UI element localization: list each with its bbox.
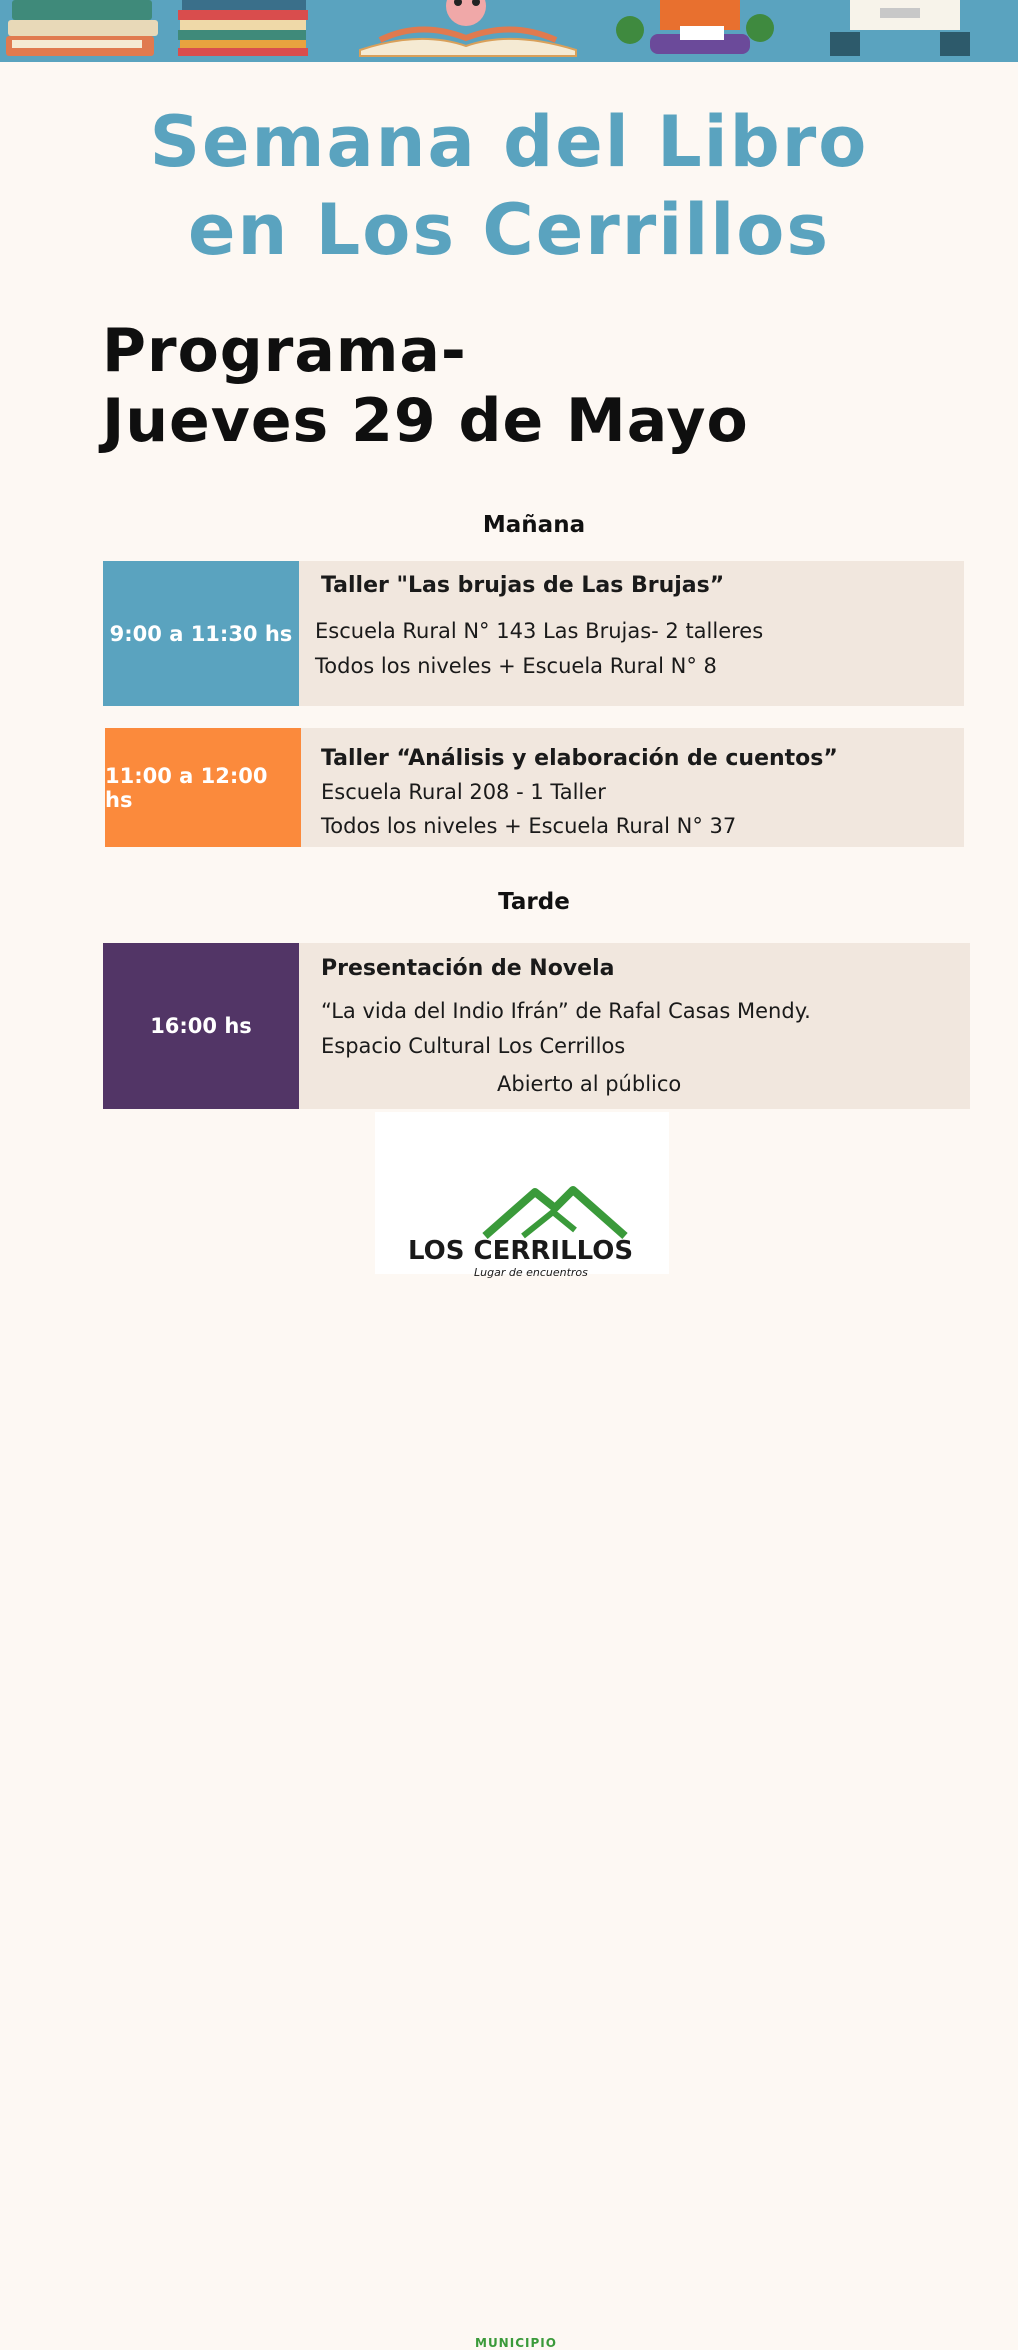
logo-name-text: LOS CERRILLOS [408, 1236, 634, 1266]
event-details-3 [299, 943, 970, 1109]
reading-child-illustration [616, 0, 774, 54]
event-line-3a: “La vida del Indio Ifrán” de Rafal Casas Mendy. [321, 999, 811, 1023]
open-book-illustration [360, 0, 576, 56]
event-time-2: 11:00 a 12:00 hs [105, 728, 301, 847]
event-line-2a: Escuela Rural 208 - 1 Taller [321, 780, 606, 804]
event-line-1a: Escuela Rural N° 143 Las Brujas- 2 talleres [315, 619, 764, 643]
event-time-1: 9:00 a 11:30 hs [103, 561, 299, 706]
event-block-3 [103, 943, 970, 1109]
hands-book-illustration [820, 0, 980, 56]
event-details-2 [301, 728, 964, 847]
event-block-2 [105, 728, 964, 847]
mountain-logo-icon [475, 1180, 635, 1240]
event-title-3: Presentación de Novela [321, 956, 615, 981]
logo-tagline-text: Lugar de encuentros [474, 1266, 588, 1279]
event-title-line2: en Los Cerrillos [187, 189, 831, 271]
event-line-2b: Todos los niveles + Escuela Rural N° 37 [321, 814, 737, 838]
event-block-1 [103, 561, 964, 706]
event-line-3b: Espacio Cultural Los Cerrillos [321, 1034, 626, 1058]
section-morning-label: Mañana [482, 512, 586, 538]
event-title-2: Taller “Análisis y elaboración de cuentos” [321, 746, 838, 771]
program-heading-line2: Jueves 29 de Mayo [102, 386, 749, 456]
event-details-1 [299, 561, 964, 706]
event-title-1: Taller "Las brujas de Las Brujas” [321, 573, 725, 598]
event-note-3: Abierto al público [497, 1072, 682, 1096]
book-stack-2-illustration [178, 0, 308, 56]
logo-municipio-text: MUNICIPIO [475, 2336, 557, 2350]
header-banner [0, 0, 1018, 62]
event-title-line1: Semana del Libro [149, 101, 869, 183]
event-line-1b: Todos los niveles + Escuela Rural N° 8 [315, 654, 717, 678]
event-time-3: 16:00 hs [103, 943, 299, 1109]
book-stack-illustration [6, 0, 158, 56]
section-afternoon-label: Tarde [498, 889, 570, 915]
program-heading-line1: Programa- [102, 316, 467, 386]
